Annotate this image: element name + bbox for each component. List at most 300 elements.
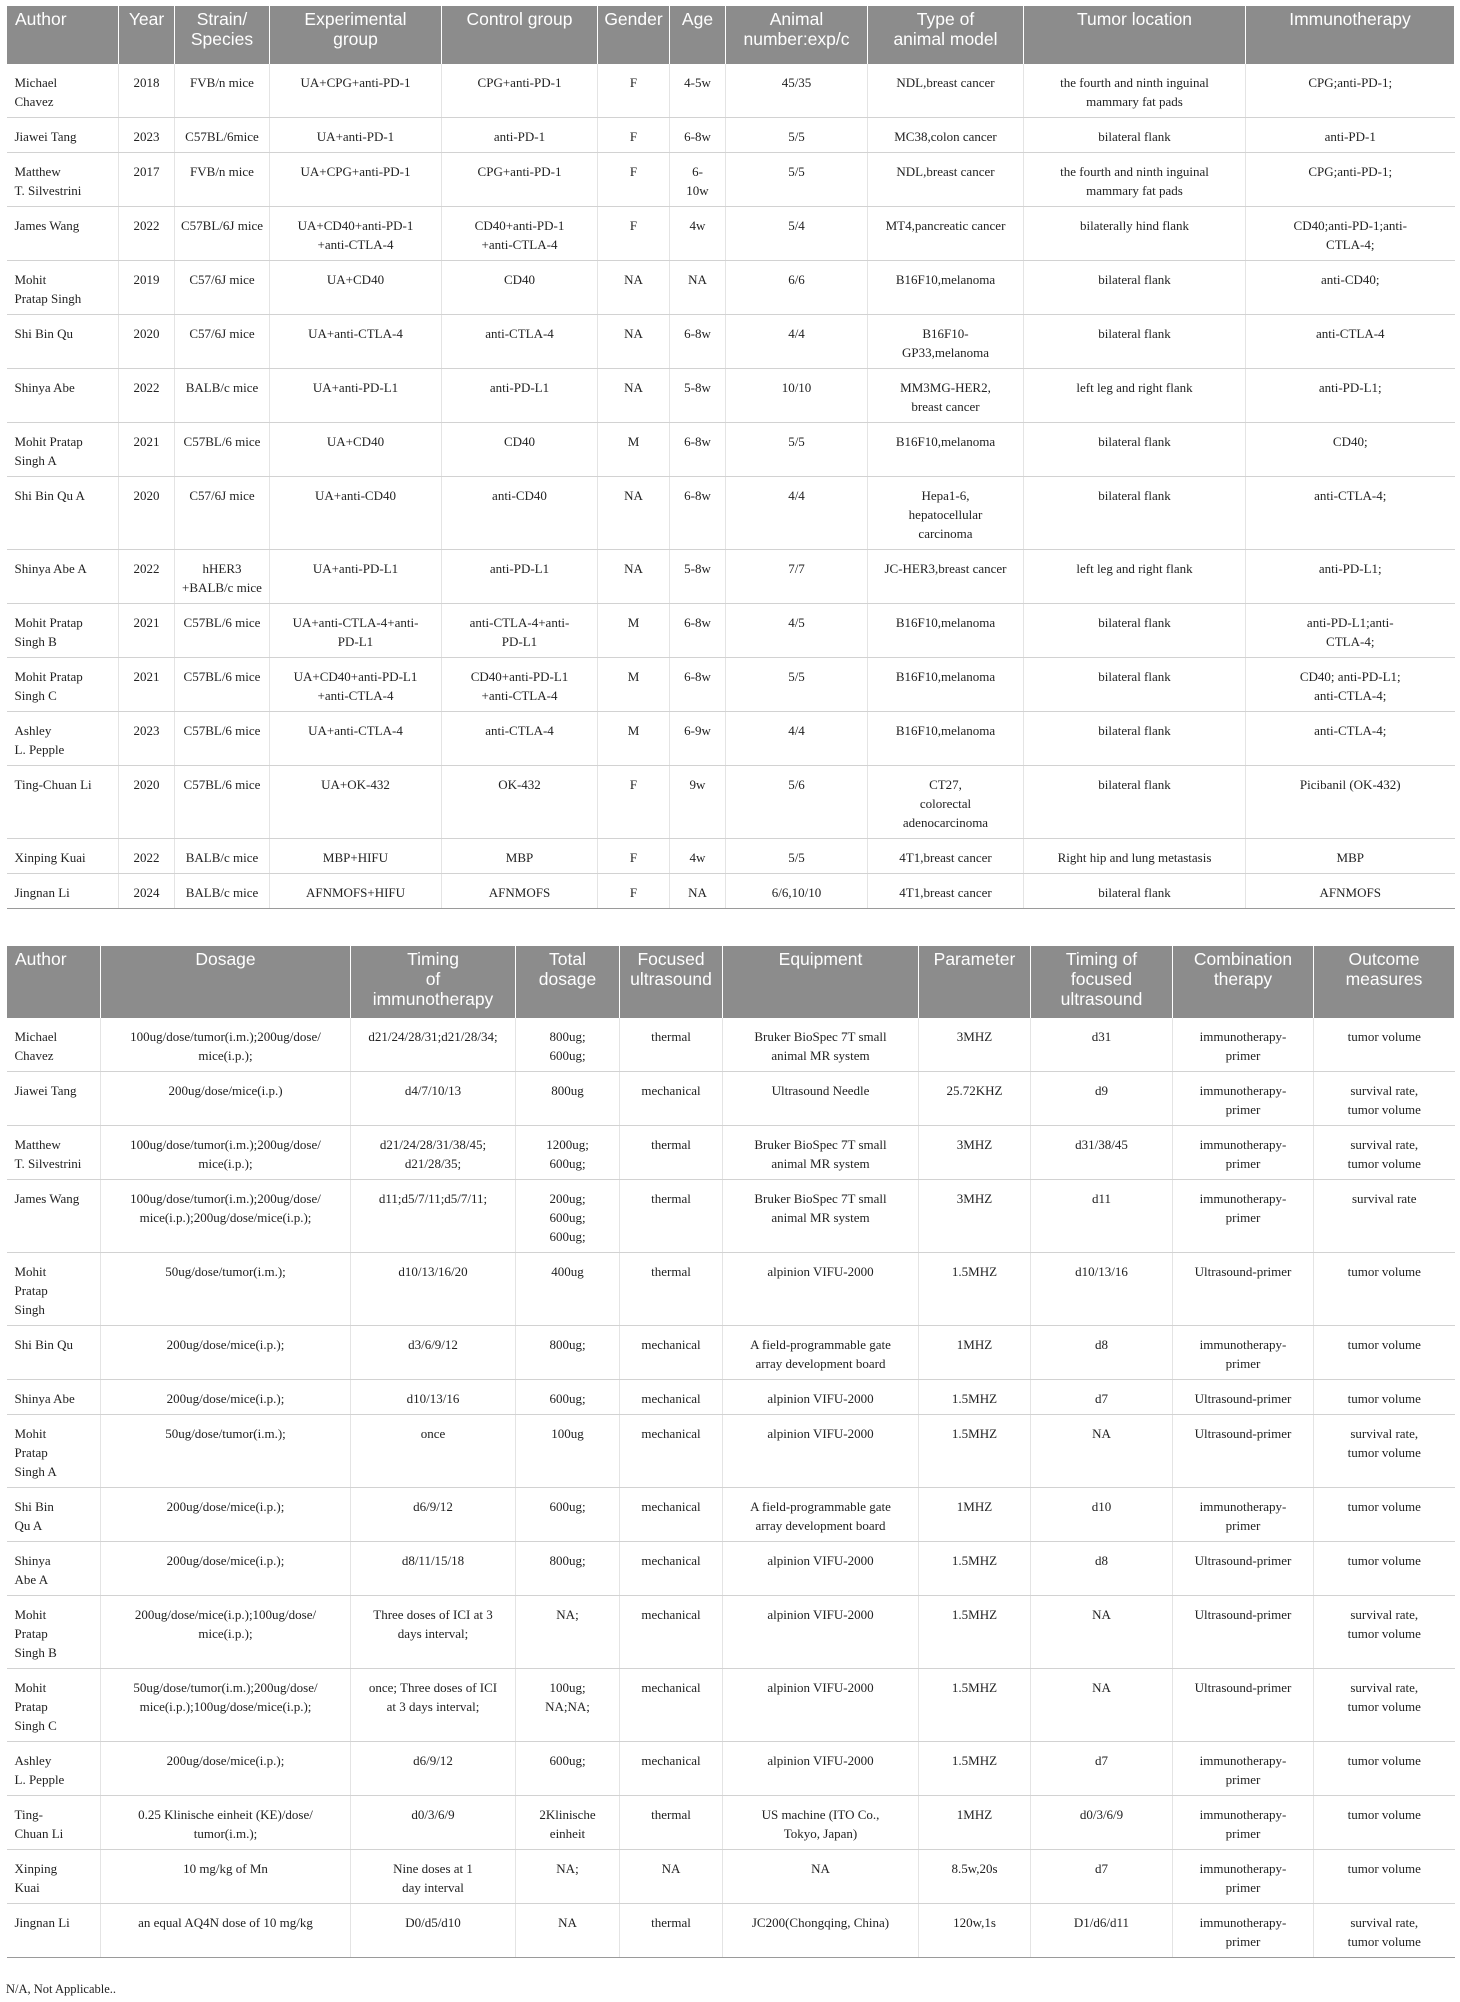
table-cell: d6/9/12 [351,1488,516,1542]
table-cell: immunotherapy- primer [1173,1488,1314,1542]
table-cell: anti-CD40; [1246,261,1455,315]
table-cell: d7 [1031,1850,1173,1904]
column-header: Control group [442,6,598,64]
table-cell: survival rate [1314,1180,1455,1253]
table-cell: Mohit Pratap Singh C [7,658,119,712]
table-cell: 6-8w [670,315,726,369]
table-cell: 2020 [119,477,175,550]
table-cell: 3MHZ [919,1126,1031,1180]
column-header: Type of animal model [868,6,1024,64]
table-cell: 200ug/dose/mice(i.p.); [101,1742,351,1796]
table-cell: NDL,breast cancer [868,153,1024,207]
table-cell: Right hip and lung metastasis [1024,839,1246,874]
table-cell: d6/9/12 [351,1742,516,1796]
table-cell: 4-5w [670,64,726,118]
table-cell: 6- 10w [670,153,726,207]
table-cell: 200ug/dose/mice(i.p.); [101,1542,351,1596]
table-cell: NA [1031,1669,1173,1742]
table-cell: Ting- Chuan Li [7,1796,101,1850]
table-cell: UA+CPG+anti-PD-1 [270,153,442,207]
table-cell: survival rate, tumor volume [1314,1904,1455,1958]
table-cell: anti-CTLA-4+anti- PD-L1 [442,604,598,658]
table-row [7,207,1455,261]
table-cell: Three doses of ICI at 3 days interval; [351,1596,516,1669]
table-cell: UA+anti-PD-1 [270,118,442,153]
table-cell: d8 [1031,1542,1173,1596]
table-cell: thermal [620,1180,723,1253]
table-cell: 4T1,breast cancer [868,839,1024,874]
table-cell: MBP+HIFU [270,839,442,874]
table-cell: 800ug; 600ug; [516,1018,620,1072]
table-cell: thermal [620,1126,723,1180]
table-cell: 4/5 [726,604,868,658]
table-cell: anti-PD-1 [442,118,598,153]
table-cell: 600ug; [516,1742,620,1796]
table-cell: d10/13/16 [351,1380,516,1415]
table-cell: 1200ug; 600ug; [516,1126,620,1180]
table-cell: survival rate, tumor volume [1314,1072,1455,1126]
table-cell: 5/5 [726,153,868,207]
table-cell: Shi Bin Qu [7,1326,101,1380]
table-cell: CPG+anti-PD-1 [442,153,598,207]
table-cell: NA; [516,1850,620,1904]
column-header: Animal number:exp/c [726,6,868,64]
table-cell: 600ug; [516,1488,620,1542]
table-cell: 4/4 [726,712,868,766]
table-cell: Ashley L. Pepple [7,1742,101,1796]
table-cell: Ultrasound-primer [1173,1596,1314,1669]
table-cell: B16F10,melanoma [868,423,1024,477]
table-cell: once; Three doses of ICI at 3 days interval; [351,1669,516,1742]
table-cell: the fourth and ninth inguinal mammary fat pads [1024,64,1246,118]
table-cell: alpinion VIFU-2000 [723,1380,919,1415]
table-cell: 6-9w [670,712,726,766]
table-cell: hHER3 +BALB/c mice [175,550,270,604]
table-cell: thermal [620,1253,723,1326]
table-footnote: N/A, Not Applicable.. [6,1982,117,1996]
table-cell: NA [516,1904,620,1958]
table-cell: MT4,pancreatic cancer [868,207,1024,261]
table-cell: 1.5MHZ [919,1542,1031,1596]
column-header: Parameter [919,946,1031,1018]
table-cell: Ultrasound Needle [723,1072,919,1126]
table-cell: CD40; [1246,423,1455,477]
table-cell: 6/6,10/10 [726,874,868,909]
table-cell: UA+CD40+anti-PD-L1 +anti-CTLA-4 [270,658,442,712]
table-cell: 5/6 [726,766,868,839]
column-header: Year [119,6,175,64]
table-cell: 45/35 [726,64,868,118]
column-header: Focused ultrasound [620,946,723,1018]
table-cell: James Wang [7,1180,101,1253]
table-cell: F [598,874,670,909]
table-cell: d8/11/15/18 [351,1542,516,1596]
table-row [7,1669,1455,1742]
table-row [7,118,1455,153]
table-cell: bilateral flank [1024,874,1246,909]
table-cell: Shinya Abe A [7,1542,101,1596]
table-cell: NA [620,1850,723,1904]
table-cell: 8.5w,20s [919,1850,1031,1904]
table-cell: MM3MG-HER2, breast cancer [868,369,1024,423]
table-cell: 2020 [119,766,175,839]
table-cell: Bruker BioSpec 7T small animal MR system [723,1180,919,1253]
table-cell: UA+CD40+anti-PD-1 +anti-CTLA-4 [270,207,442,261]
table-cell: bilateral flank [1024,423,1246,477]
table-cell: Shi Bin Qu A [7,1488,101,1542]
table-cell: bilateral flank [1024,658,1246,712]
table-cell: CPG;anti-PD-1; [1246,153,1455,207]
table-row [7,261,1455,315]
table-cell: 5-8w [670,369,726,423]
table-row [7,1326,1455,1380]
table-cell: 1.5MHZ [919,1669,1031,1742]
table-cell: CD40+anti-PD-1 +anti-CTLA-4 [442,207,598,261]
table-cell: d3/6/9/12 [351,1326,516,1380]
table-cell: mechanical [620,1669,723,1742]
table-row [7,315,1455,369]
table-cell: 120w,1s [919,1904,1031,1958]
table-cell: thermal [620,1904,723,1958]
table-cell: d11;d5/7/11;d5/7/11; [351,1180,516,1253]
table-cell: anti-CTLA-4 [442,712,598,766]
table-row [7,369,1455,423]
table-cell: anti-PD-L1 [442,369,598,423]
table-cell: 100ug; NA;NA; [516,1669,620,1742]
table-cell: 200ug/dose/mice(i.p.); [101,1380,351,1415]
table-row [7,153,1455,207]
table-cell: CD40;anti-PD-1;anti- CTLA-4; [1246,207,1455,261]
column-header: Author [7,6,119,64]
table-cell: 200ug/dose/mice(i.p.); [101,1326,351,1380]
table-cell: immunotherapy- primer [1173,1850,1314,1904]
table-cell: NA [598,315,670,369]
table-cell: Michael Chavez [7,64,119,118]
table-cell: Mohit Pratap Singh B [7,604,119,658]
table-cell: d0/3/6/9 [351,1796,516,1850]
table-cell: MBP [442,839,598,874]
table-row [7,1488,1455,1542]
table1-body [7,64,1455,909]
table-cell: anti-CTLA-4; [1246,712,1455,766]
table-cell: OK-432 [442,766,598,839]
table-cell: B16F10- GP33,melanoma [868,315,1024,369]
table-cell: Shi Bin Qu [7,315,119,369]
table-cell: NA; [516,1596,620,1669]
table-row [7,1596,1455,1669]
table-cell: CD40 [442,423,598,477]
table-cell: UA+anti-PD-L1 [270,369,442,423]
table-row [7,1253,1455,1326]
table-row [7,1850,1455,1904]
table-cell: survival rate, tumor volume [1314,1669,1455,1742]
table-cell: 200ug/dose/mice(i.p.) [101,1072,351,1126]
table-cell: FVB/n mice [175,153,270,207]
table-cell: survival rate, tumor volume [1314,1126,1455,1180]
table-cell: BALB/c mice [175,369,270,423]
table-cell: D1/d6/d11 [1031,1904,1173,1958]
table-cell: NA [670,261,726,315]
table-cell: 3MHZ [919,1180,1031,1253]
table-cell: C57BL/6 mice [175,766,270,839]
table-cell: d0/3/6/9 [1031,1796,1173,1850]
table-cell: Nine doses at 1 day interval [351,1850,516,1904]
table-cell: alpinion VIFU-2000 [723,1253,919,1326]
table-cell: AFNMOFS [442,874,598,909]
table-cell: 800ug; [516,1326,620,1380]
table-cell: left leg and right flank [1024,369,1246,423]
table-cell: 100ug/dose/tumor(i.m.);200ug/dose/ mice(i.p.); [101,1018,351,1072]
table-cell: C57BL/6 mice [175,712,270,766]
table-row [7,766,1455,839]
table-cell: bilateral flank [1024,712,1246,766]
table-row [7,423,1455,477]
table-cell: alpinion VIFU-2000 [723,1542,919,1596]
table-cell: 6/6 [726,261,868,315]
table-cell: F [598,64,670,118]
table-row [7,1380,1455,1415]
table-cell: d10/13/16/20 [351,1253,516,1326]
table-cell: 200ug/dose/mice(i.p.);100ug/dose/ mice(i.p.); [101,1596,351,1669]
table-cell: 50ug/dose/tumor(i.m.);200ug/dose/ mice(i.p.);100ug/dose/mice(i.p.); [101,1669,351,1742]
table-cell: 1.5MHZ [919,1415,1031,1488]
table-cell: C57BL/6 mice [175,604,270,658]
table-cell: US machine (ITO Co., Tokyo, Japan) [723,1796,919,1850]
table-cell: 2023 [119,712,175,766]
table-cell: C57BL/6 mice [175,658,270,712]
column-header: Author [7,946,101,1018]
table-cell: anti-PD-L1; [1246,369,1455,423]
table-cell: tumor volume [1314,1850,1455,1904]
table-cell: d31 [1031,1018,1173,1072]
table-cell: UA+CPG+anti-PD-1 [270,64,442,118]
table-row [7,1796,1455,1850]
table-cell: 1.5MHZ [919,1596,1031,1669]
table-cell: 100ug/dose/tumor(i.m.);200ug/dose/ mice(i.p.);200ug/dose/mice(i.p.); [101,1180,351,1253]
table-cell: F [598,118,670,153]
treatment-parameters-table [6,946,1455,1958]
table-cell: NA [670,874,726,909]
table-cell: NA [598,477,670,550]
table-cell: M [598,658,670,712]
table-cell: NA [598,369,670,423]
table-cell: 6-8w [670,477,726,550]
table-cell: mechanical [620,1415,723,1488]
table-cell: Jiawei Tang [7,1072,101,1126]
table-cell: mechanical [620,1326,723,1380]
table-cell: C57/6J mice [175,261,270,315]
column-header: Combination therapy [1173,946,1314,1018]
table-cell: 1MHZ [919,1488,1031,1542]
table-cell: UA+OK-432 [270,766,442,839]
table-cell: C57BL/6 mice [175,423,270,477]
table-row [7,604,1455,658]
table-cell: tumor volume [1314,1018,1455,1072]
table-cell: d7 [1031,1742,1173,1796]
table-cell: Ting-Chuan Li [7,766,119,839]
table-cell: 2024 [119,874,175,909]
table-cell: Matthew T. Silvestrini [7,153,119,207]
table-cell: anti-PD-L1 [442,550,598,604]
table-cell: d10/13/16 [1031,1253,1173,1326]
table-cell: immunotherapy- primer [1173,1072,1314,1126]
table-cell: 800ug; [516,1542,620,1596]
table-cell: James Wang [7,207,119,261]
column-header: Experimental group [270,6,442,64]
table-cell: 2019 [119,261,175,315]
table-cell: UA+anti-CTLA-4+anti- PD-L1 [270,604,442,658]
table-row [7,1415,1455,1488]
table-cell: 6-8w [670,423,726,477]
table-cell: CD40; anti-PD-L1; anti-CTLA-4; [1246,658,1455,712]
table-cell: 1.5MHZ [919,1380,1031,1415]
table-cell: bilateral flank [1024,477,1246,550]
column-header: Tumor location [1024,6,1246,64]
table-cell: alpinion VIFU-2000 [723,1742,919,1796]
table-cell: Xinping Kuai [7,839,119,874]
column-header: Age [670,6,726,64]
table-row [7,1742,1455,1796]
column-header: Gender [598,6,670,64]
table-cell: C57/6J mice [175,477,270,550]
table-cell: 3MHZ [919,1018,1031,1072]
table-cell: bilateral flank [1024,766,1246,839]
table-cell: mechanical [620,1596,723,1669]
column-header: Dosage [101,946,351,1018]
table-cell: Shinya Abe A [7,550,119,604]
table-cell: Mohit Pratap Singh C [7,1669,101,1742]
table-cell: 800ug [516,1072,620,1126]
table-cell: Matthew T. Silvestrini [7,1126,101,1180]
table-cell: 6-8w [670,658,726,712]
table-cell: Picibanil (OK-432) [1246,766,1455,839]
table-cell: Jingnan Li [7,874,119,909]
table-cell: d8 [1031,1326,1173,1380]
table-cell: 4T1,breast cancer [868,874,1024,909]
table-cell: UA+anti-CTLA-4 [270,712,442,766]
table-cell: d31/38/45 [1031,1126,1173,1180]
column-header: Timing of immunotherapy [351,946,516,1018]
table-cell: 2022 [119,839,175,874]
table-cell: mechanical [620,1742,723,1796]
table-cell: Jingnan Li [7,1904,101,1958]
table-cell: 5/5 [726,658,868,712]
table-cell: bilaterally hind flank [1024,207,1246,261]
table-cell: alpinion VIFU-2000 [723,1415,919,1488]
table-cell: MC38,colon cancer [868,118,1024,153]
table-cell: anti-CTLA-4 [442,315,598,369]
table-cell: the fourth and ninth inguinal mammary fat pads [1024,153,1246,207]
column-header: Strain/ Species [175,6,270,64]
table-cell: Xinping Kuai [7,1850,101,1904]
table-cell: immunotherapy- primer [1173,1018,1314,1072]
table-cell: D0/d5/d10 [351,1904,516,1958]
table-cell: 4w [670,207,726,261]
table-cell: 2018 [119,64,175,118]
table-cell: Mohit Pratap Singh [7,1253,101,1326]
table-row [7,550,1455,604]
table-cell: 100ug/dose/tumor(i.m.);200ug/dose/ mice(i.p.); [101,1126,351,1180]
table-cell: JC200(Chongqing, China) [723,1904,919,1958]
table-row [7,658,1455,712]
table-cell: UA+anti-CD40 [270,477,442,550]
table-cell: F [598,839,670,874]
table-cell: anti-CD40 [442,477,598,550]
column-header: Total dosage [516,946,620,1018]
table-cell: tumor volume [1314,1742,1455,1796]
table-cell: Jiawei Tang [7,118,119,153]
table-cell: 50ug/dose/tumor(i.m.); [101,1415,351,1488]
table-cell: tumor volume [1314,1253,1455,1326]
table-cell: B16F10,melanoma [868,261,1024,315]
table-row [7,1180,1455,1253]
table-cell: Bruker BioSpec 7T small animal MR system [723,1126,919,1180]
table-cell: 10/10 [726,369,868,423]
table-cell: thermal [620,1018,723,1072]
table-cell: B16F10,melanoma [868,604,1024,658]
table-cell: bilateral flank [1024,315,1246,369]
table-cell: 5/5 [726,423,868,477]
table-cell: Bruker BioSpec 7T small animal MR system [723,1018,919,1072]
table-cell: alpinion VIFU-2000 [723,1596,919,1669]
table-cell: A field-programmable gate array development board [723,1326,919,1380]
table-cell: d21/24/28/31/38/45; d21/28/35; [351,1126,516,1180]
table-cell: Ultrasound-primer [1173,1253,1314,1326]
table-cell: 2017 [119,153,175,207]
table-cell: 2023 [119,118,175,153]
table-cell: UA+anti-CTLA-4 [270,315,442,369]
table-cell: anti-PD-L1;anti- CTLA-4; [1246,604,1455,658]
table-cell: 10 mg/kg of Mn [101,1850,351,1904]
table-cell: Ultrasound-primer [1173,1415,1314,1488]
table-cell: Mohit Pratap Singh A [7,1415,101,1488]
table-cell: an equal AQ4N dose of 10 mg/kg [101,1904,351,1958]
table-cell: 400ug [516,1253,620,1326]
table-cell: bilateral flank [1024,118,1246,153]
table-cell: AFNMOFS [1246,874,1455,909]
table-cell: M [598,604,670,658]
table-cell: 200ug; 600ug; 600ug; [516,1180,620,1253]
table-cell: NA [723,1850,919,1904]
table-cell: Michael Chavez [7,1018,101,1072]
table-cell: tumor volume [1314,1796,1455,1850]
table-cell: tumor volume [1314,1326,1455,1380]
table-cell: 2021 [119,604,175,658]
table-cell: MBP [1246,839,1455,874]
table-cell: Ultrasound-primer [1173,1542,1314,1596]
table-cell: Ultrasound-primer [1173,1380,1314,1415]
table-cell: UA+anti-PD-L1 [270,550,442,604]
table-cell: d11 [1031,1180,1173,1253]
table-cell: FVB/n mice [175,64,270,118]
column-header: Equipment [723,946,919,1018]
table2-body [7,1018,1455,1958]
table-cell: 2021 [119,423,175,477]
table-cell: 0.25 Klinische einheit (KE)/dose/ tumor(i.m.); [101,1796,351,1850]
table-cell: NDL,breast cancer [868,64,1024,118]
table-cell: M [598,423,670,477]
table-cell: F [598,766,670,839]
table-cell: Ashley L. Pepple [7,712,119,766]
table-cell: 100ug [516,1415,620,1488]
table-cell: UA+CD40 [270,261,442,315]
table-cell: survival rate, tumor volume [1314,1596,1455,1669]
study-characteristics-table [6,6,1455,909]
table-cell: 2021 [119,658,175,712]
table-cell: 4/4 [726,315,868,369]
table-cell: Hepa1-6, hepatocellular carcinoma [868,477,1024,550]
table-cell: BALB/c mice [175,839,270,874]
